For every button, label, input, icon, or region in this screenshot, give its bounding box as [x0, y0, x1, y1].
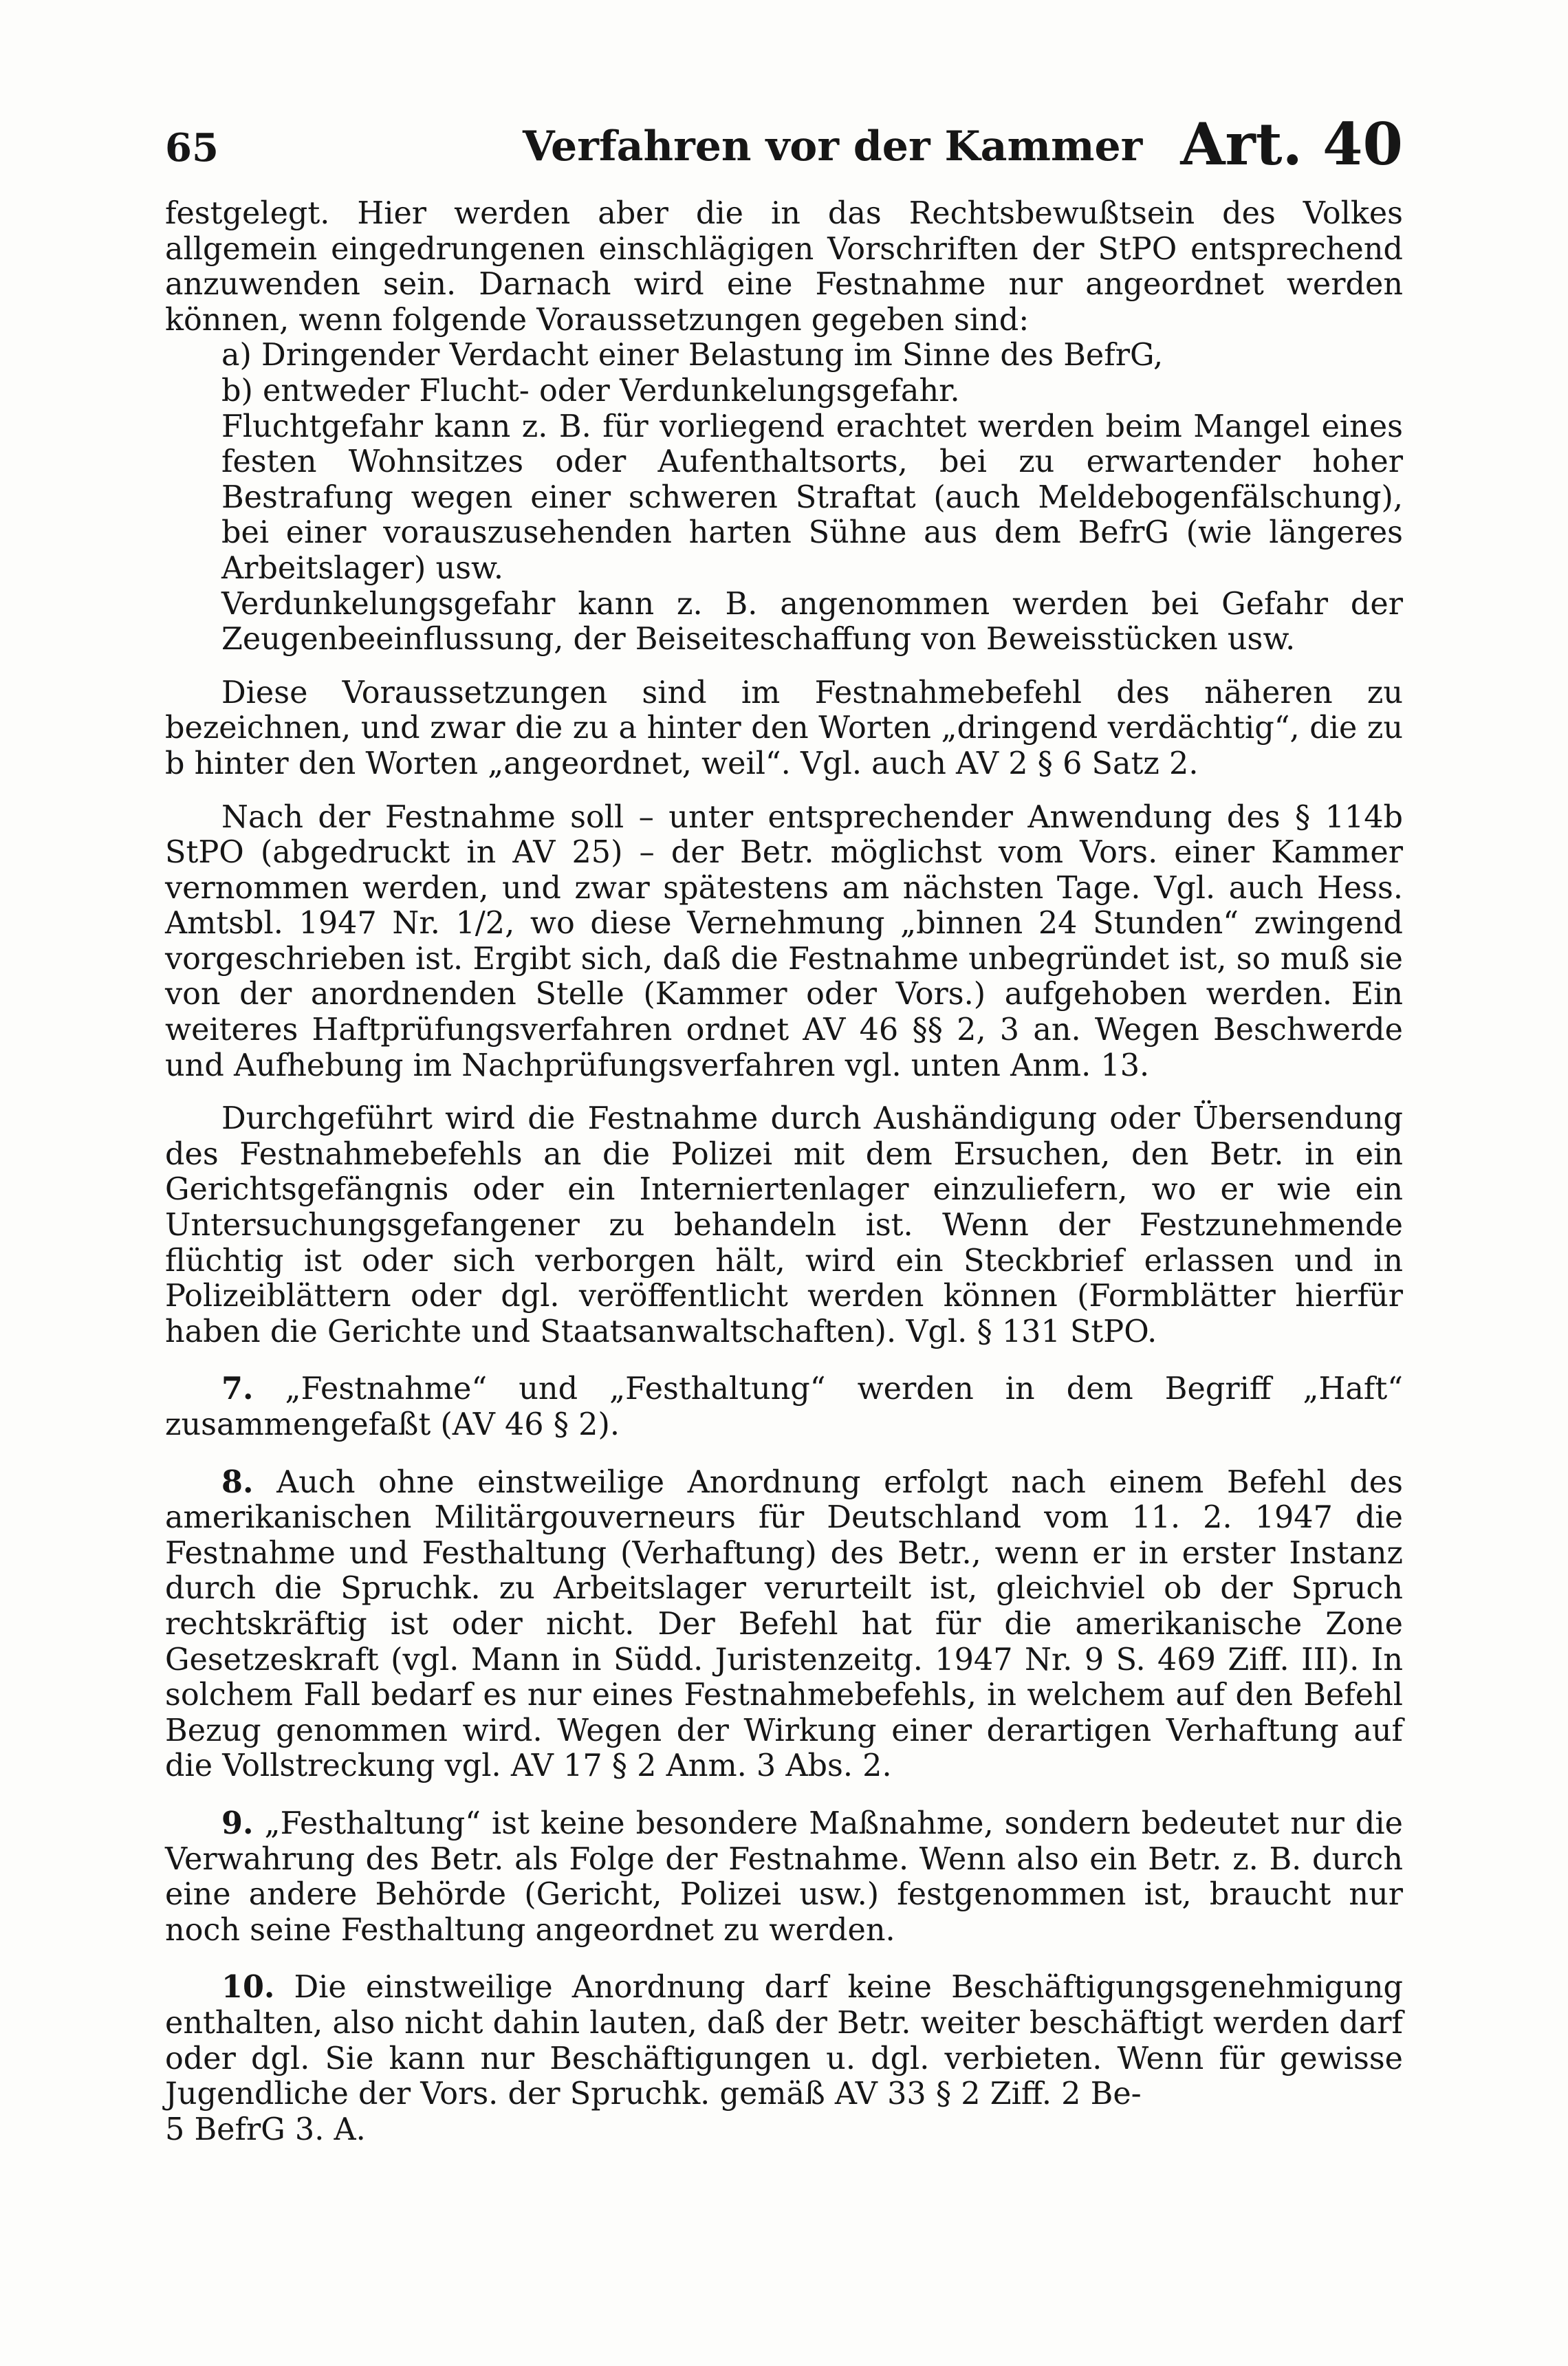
intro-paragraph: festgelegt. Hier werden aber die in das Rechtsbewußtsein des Volkes allgemein eingedrungenen einschlägigen Vorschriften der StPO entsprechend anzuwenden sein. Darnach wird eine Festnahme nur angeordnet werden können, wenn folgende Voraussetzungen gegeben sind: [165, 196, 1403, 338]
note-8-number: 8. [221, 1464, 254, 1500]
list-item-b: b) entweder Flucht- oder Verdunkelungsgefahr. [221, 373, 960, 409]
note-7-number: 7. [221, 1371, 254, 1407]
page-number: 65 [165, 125, 219, 171]
note-8-text: Auch ohne einstweilige Anordnung erfolgt nach einem Befehl des amerikanischen Militärgouverneurs für Deutschland vom 11. 2. 1947 die Festnahme und Festhaltung (Verhaftung) des Betr., wenn er in erster Instanz durch die Spruchk. zu Arbeitslager verurteilt ist, gleichviel ob der Spruch rechtskräftig ist oder nicht. Der Befehl hat für die amerikanische Zone Gesetzeskraft (vgl. Mann in Südd. Juristenzeitg. 1947 Nr. 9 S. 469 Ziff. III). In solchem Fall bedarf es nur eines Festnahmebefehls, in welchem auf den Befehl Bezug genommen wird. Wegen der Wirkung einer derartigen Verhaftung auf die Vollstreckung vgl. AV 17 § 2 Anm. 3 Abs. 2. [165, 1464, 1403, 1784]
page-body [165, 196, 1403, 2147]
signature-line: 5 BefrG 3. A. [165, 2112, 366, 2147]
page-header [165, 110, 1403, 193]
note-9-text: „Festhaltung“ ist keine besondere Maßnahme, sondern bedeutet nur die Verwahrung des Betr. als Folge der Festnahme. Wenn also ein Betr. z. B. durch eine andere Behörde (Gericht, Polizei usw.) festgenommen ist, braucht nur noch seine Festhaltung angeordnet zu werden. [165, 1805, 1403, 1948]
after-arrest-paragraph: Nach der Festnahme soll – unter entsprechender Anwendung des § 114b StPO (abgedruckt in AV 25) – der Betr. möglichst vom Vors. einer Kammer vernommen werden, und zwar spätestens am nächsten Tage. Vgl. auch Hess. Amtsbl. 1947 Nr. 1/2, wo diese Vernehmung „binnen 24 Stunden“ zwingend vorgeschrieben ist. Ergibt sich, daß die Festnahme unbegründet ist, so muß sie von der anordnenden Stelle (Kammer oder Vors.) aufgehoben werden. Ein weiteres Haftprüfungsverfahren ordnet AV 46 §§ 2, 3 an. Wegen Beschwerde und Aufhebung im Nachprüfungsverfahren vgl. unten Anm. 13. [165, 799, 1403, 1083]
execution-paragraph: Durchgeführt wird die Festnahme durch Aushändigung oder Übersendung des Festnahmebefehls an die Polizei mit dem Ersuchen, den Betr. in ein Gerichtsgefängnis oder ein Interniertenlager einzuliefern, wo er wie ein Untersuchungsgefangener zu behandeln ist. Wenn der Festzunehmende flüchtig ist oder sich verborgen hält, wird ein Steckbrief erlassen und in Polizeiblättern oder dgl. veröffentlicht werden können (Formblätter hierfür haben die Gerichte und Staatsanwaltschaften). Vgl. § 131 StPO. [165, 1101, 1403, 1349]
note-9-number: 9. [221, 1805, 254, 1841]
note-10 [165, 1970, 1403, 2112]
running-title: Verfahren vor der Kammer [523, 122, 1143, 171]
note-10-number: 10. [221, 1969, 275, 2006]
condition-list [165, 338, 1403, 409]
examples-block [165, 409, 1403, 658]
note-7 [165, 1371, 1403, 1442]
requirements-paragraph: Diese Voraussetzungen sind im Festnahmebefehl des näheren zu bezeichnen, und zwar die zu a hinter den Worten „dringend verdächtig“, die zu b hinter den Worten „angeordnet, weil“. Vgl. auch AV 2 § 6 Satz 2. [165, 675, 1403, 781]
note-10-text: Die einstweilige Anordnung darf keine Beschäftigungsgenehmigung enthalten, also nicht dahin lauten, daß der Betr. weiter beschäftigt werden darf oder dgl. Sie kann nur Beschäftigungen u. dgl. verbieten. Wenn für gewisse Jugendliche der Vors. der Spruchk. gemäß AV 33 § 2 Ziff. 2 Be- [165, 1970, 1403, 2112]
article-label: Art. 40 [1180, 110, 1403, 178]
obscuration-risk-paragraph: Verdunkelungsgefahr kann z. B. angenommen werden bei Gefahr der Zeugenbeeinflussung, der Beiseiteschaffung von Beweisstücken usw. [221, 586, 1403, 658]
note-9 [165, 1806, 1403, 1948]
flight-risk-paragraph: Fluchtgefahr kann z. B. für vorliegend erachtet werden beim Mangel eines festen Wohnsitzes oder Aufenthaltsorts, bei zu erwartender hoher Bestrafung wegen einer schweren Straftat (auch Meldebogenfälschung), bei einer vorauszusehenden harten Sühne aus dem BefrG (wie längeres Arbeitslager) usw. [221, 409, 1403, 586]
note-8 [165, 1465, 1403, 1784]
note-7-text: „Festnahme“ und „Festhaltung“ werden in dem Begriff „Haft“ zusammengefaßt (AV 46 § 2). [165, 1371, 1403, 1442]
list-item-a: a) Dringender Verdacht einer Belastung im Sinne des BefrG, [221, 338, 1164, 373]
